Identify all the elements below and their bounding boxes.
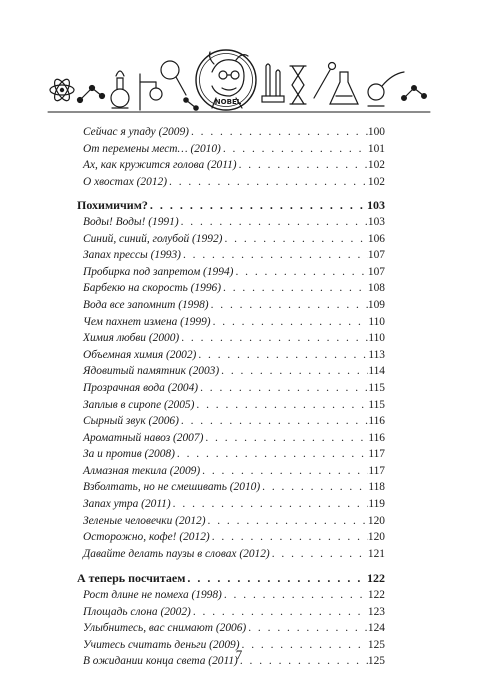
toc-entry — [77, 546, 385, 563]
toc-page-number: 125 — [367, 655, 385, 668]
molecule-small-icon — [184, 98, 198, 110]
toc-entry — [77, 363, 385, 380]
toc-page-number: 120 — [367, 514, 385, 527]
dot-leader — [219, 363, 368, 380]
dot-leader — [200, 463, 368, 480]
toc-entry-title: Учитесь считать деньги (2009) — [83, 638, 240, 651]
toc-entry-title: Сейчас я упаду (2009) — [83, 126, 189, 138]
toc-page-number: 121 — [367, 547, 385, 560]
toc-page-number: 107 — [367, 265, 385, 278]
toc-entry — [77, 174, 385, 191]
magnifier-icon — [161, 61, 186, 95]
toc-entry-title: Взболтать, но не смешивать (2010) — [83, 481, 261, 494]
toc-entry — [77, 463, 385, 480]
toc-page-number: 103 — [367, 198, 385, 213]
flask-icon — [111, 71, 129, 108]
toc-entry — [77, 587, 385, 604]
dot-leader — [270, 546, 368, 563]
toc-section — [77, 570, 385, 587]
toc-entry-title: Осторожно, кофе! (2012) — [83, 531, 210, 544]
atom-icon — [50, 77, 74, 103]
toc-entry-title: Ядовитый памятник (2003) — [83, 365, 220, 378]
dot-leader — [179, 413, 368, 430]
toc-entry — [77, 446, 385, 463]
dot-leader — [171, 496, 369, 513]
toc-entry-title: Зеленые человечки (2012) — [83, 514, 206, 527]
toc-page-number: 117 — [368, 448, 385, 461]
dot-leader — [222, 587, 368, 604]
dot-leader — [198, 380, 368, 397]
toc-entry — [77, 297, 385, 314]
toc-entry-title: Запах утра (2011) — [83, 498, 171, 511]
toc-page-number: 106 — [367, 232, 385, 245]
toc-entry — [77, 157, 385, 174]
toc-entry — [77, 397, 385, 414]
pipette-icon — [314, 63, 336, 99]
toc-entry-title: Пробирка под запретом (1994) — [83, 265, 234, 278]
toc-entry-title: Алмазная текила (2009) — [83, 464, 201, 477]
toc-entry — [77, 529, 385, 546]
toc-page-number: 122 — [367, 571, 385, 586]
toc-entry-title: Химия любви (2000) — [83, 332, 180, 345]
dot-leader — [211, 314, 369, 331]
toc-page-number: 122 — [367, 589, 385, 602]
erlenmeyer-flask-icon — [330, 72, 358, 104]
lab-stand-icon — [140, 74, 162, 110]
toc-section — [77, 197, 385, 214]
toc-page-number: 116 — [368, 415, 385, 428]
toc-entry — [77, 141, 385, 158]
dot-leader — [167, 174, 368, 191]
dot-leader — [148, 197, 367, 214]
emblem-text: NOBEL — [214, 98, 242, 106]
dot-leader — [209, 297, 368, 314]
toc-page-number: 114 — [368, 365, 385, 378]
toc-page-number: 100 — [367, 126, 385, 138]
toc-entry — [77, 496, 385, 513]
dot-leader — [179, 330, 368, 347]
header-illustration — [0, 0, 478, 124]
dot-leader — [206, 513, 368, 530]
toc-page-number: 118 — [368, 481, 385, 494]
toc-entry-title: Барбекю на скорость (1996) — [83, 282, 222, 295]
toc-page-number: 107 — [367, 249, 385, 262]
toc-page-number: 124 — [367, 622, 385, 635]
dot-leader — [233, 264, 367, 281]
toc-entry-title: О хвостах (2012) — [83, 175, 168, 188]
toc-entry-title: Площадь слона (2002) — [83, 605, 191, 618]
toc-entry-title: В ожидании конца света (2011) — [83, 655, 238, 668]
molecule-right-icon — [402, 86, 427, 101]
toc-entry-title: Запах прессы (1993) — [83, 249, 181, 262]
dot-leader — [179, 214, 368, 231]
toc-entry-title: Вода все запомнит (1998) — [83, 298, 209, 311]
toc-entry — [77, 413, 385, 430]
toc-page-number: 108 — [367, 282, 385, 295]
table-of-contents — [77, 124, 385, 670]
hourglass-icon — [290, 66, 306, 104]
toc-entry-title: Объемная химия (2002) — [83, 348, 197, 361]
toc-entry — [77, 330, 385, 347]
dot-leader — [189, 124, 368, 141]
dot-leader — [221, 280, 368, 297]
dot-leader — [175, 446, 368, 463]
toc-entry-title: Синий, синий, голубой (1992) — [83, 232, 223, 245]
dot-leader — [181, 247, 368, 264]
page-number: 7 — [235, 647, 243, 662]
retort-icon — [368, 72, 404, 106]
dot-leader — [203, 430, 368, 447]
toc-entry — [77, 247, 385, 264]
dot-leader — [222, 231, 367, 248]
toc-entry-title: Ах, как кружится голова (2011) — [83, 159, 237, 172]
toc-entry-title: От перемены мест… (2010) — [83, 142, 221, 155]
toc-entry — [77, 314, 385, 331]
dot-leader — [237, 157, 368, 174]
toc-page-number: 119 — [368, 498, 385, 511]
toc-entry-title: Заплыв в сиропе (2005) — [83, 398, 195, 411]
toc-entry-title: Воды! Воды! (1991) — [83, 215, 179, 228]
toc-entry — [77, 124, 385, 141]
toc-entry — [77, 513, 385, 530]
toc-page-number: 102 — [367, 159, 385, 172]
toc-entry-title: Чем пахнет измена (1999) — [83, 315, 211, 328]
toc-page-number: 115 — [368, 381, 385, 394]
toc-section-title: Похимичим? — [77, 198, 148, 213]
toc-entry — [77, 620, 385, 637]
toc-page-number: 102 — [367, 175, 385, 188]
dot-leader — [185, 570, 367, 587]
toc-section-title: А теперь посчитаем — [77, 571, 186, 586]
molecule-icon — [78, 86, 105, 103]
toc-page-number: 125 — [367, 638, 385, 651]
toc-page-number: 103 — [367, 215, 385, 228]
toc-entry-title: Прозрачная вода (2004) — [83, 381, 199, 394]
toc-entry-title: Сырный звук (2006) — [83, 415, 179, 428]
toc-entry-title: Ароматный навоз (2007) — [83, 431, 204, 444]
toc-page-number: 116 — [368, 431, 385, 444]
toc-entry-title: Рост длине не помеха (1998) — [83, 589, 222, 602]
toc-page-number: 113 — [368, 348, 385, 361]
toc-page-number: 117 — [368, 464, 385, 477]
toc-entry — [77, 280, 385, 297]
dot-leader — [260, 479, 368, 496]
dot-leader — [194, 397, 368, 414]
toc-entry-title: Давайте делать паузы в словах (2012) — [83, 547, 270, 560]
toc-page-number: 109 — [367, 298, 385, 311]
toc-entry — [77, 604, 385, 621]
test-tubes-icon — [262, 64, 284, 102]
toc-entry-title: Улыбнитесь, вас снимают (2006) — [83, 622, 247, 635]
toc-entry — [77, 430, 385, 447]
dot-leader — [221, 141, 368, 158]
dot-leader — [210, 529, 368, 546]
toc-entry — [77, 380, 385, 397]
toc-page-number: 123 — [367, 605, 385, 618]
toc-page-number: 101 — [367, 142, 385, 155]
toc-entry — [77, 347, 385, 364]
toc-entry — [77, 479, 385, 496]
toc-entry — [77, 214, 385, 231]
toc-entry — [77, 264, 385, 281]
toc-page-number: 110 — [368, 315, 385, 328]
dot-leader — [246, 620, 368, 637]
dot-leader — [196, 347, 368, 364]
toc-page-number: 115 — [368, 398, 385, 411]
toc-entry — [77, 231, 385, 248]
toc-entry-title: За и против (2008) — [83, 448, 175, 461]
dot-leader — [191, 604, 368, 621]
toc-page-number: 110 — [368, 332, 385, 345]
toc-page-number: 120 — [367, 531, 385, 544]
